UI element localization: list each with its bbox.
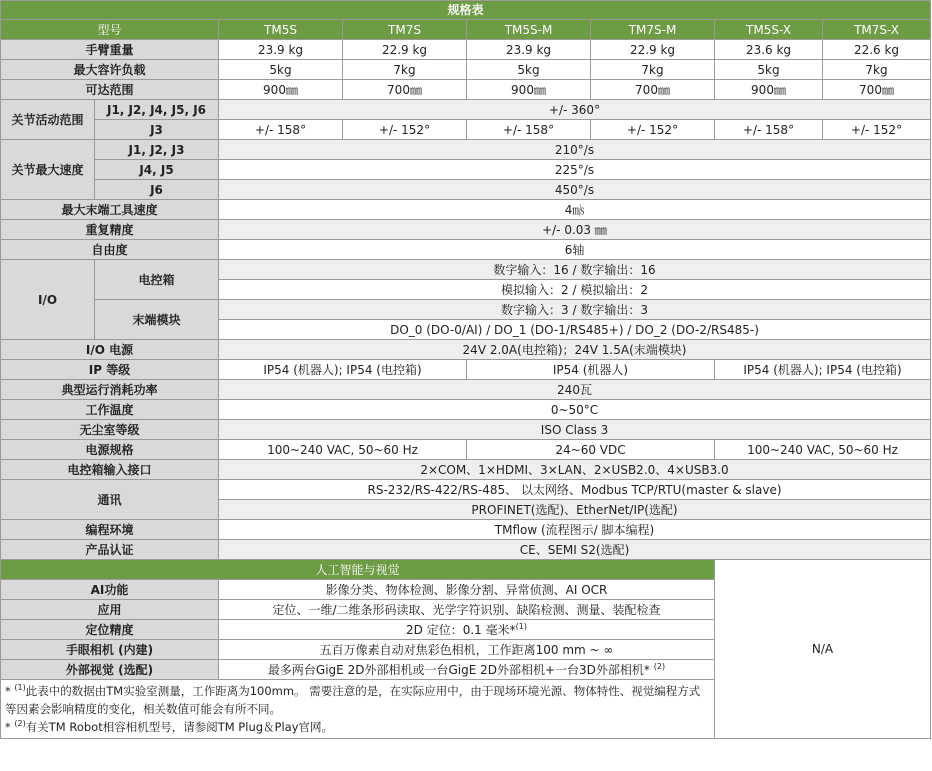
cell: 模拟输入：2 / 模拟输出：2	[219, 280, 931, 300]
cell: ISO Class 3	[219, 420, 931, 440]
model-header: TM7S	[343, 20, 467, 40]
cell: 100~240 VAC, 50~60 Hz	[715, 440, 931, 460]
footnotes	[1, 680, 715, 739]
footnote-ref: (2)	[14, 719, 26, 729]
row-label: 重复精度	[1, 220, 219, 240]
row-label: I/O	[1, 260, 95, 340]
model-header: TM5S-X	[715, 20, 823, 40]
cell: 24~60 VDC	[467, 440, 715, 460]
table-title: 规格表	[1, 1, 931, 20]
table-row	[1, 540, 931, 560]
cell: +/- 158°	[467, 120, 591, 140]
row-label: AI功能	[1, 580, 219, 600]
row-label: 工作温度	[1, 400, 219, 420]
sub-label: J3	[95, 120, 219, 140]
table-row	[1, 140, 931, 160]
row-label: 最大容许负载	[1, 60, 219, 80]
cell: PROFINET(选配)、EtherNet/IP(选配)	[219, 500, 931, 520]
cell: 0~50°C	[219, 400, 931, 420]
cell: +/- 152°	[591, 120, 715, 140]
cell: DO_0 (DO-0/AI) / DO_1 (DO-1/RS485+) / DO_2 (DO-2/RS485-)	[219, 320, 931, 340]
cell: 900㎜	[219, 80, 343, 100]
row-label: 产品认证	[1, 540, 219, 560]
cell: 7kg	[343, 60, 467, 80]
cell: 定位、一维/二维条形码读取、光学字符识别、缺陷检测、测量、装配检查	[219, 600, 715, 620]
row-label: 外部视觉 (选配)	[1, 660, 219, 680]
cell: +/- 0.03 ㎜	[219, 220, 931, 240]
cell: TMflow (流程图示/ 脚本编程)	[219, 520, 931, 540]
cell: 100~240 VAC, 50~60 Hz	[219, 440, 467, 460]
row-label: 关节活动范围	[1, 100, 95, 140]
cell	[219, 620, 715, 640]
cell: 22.9 kg	[591, 40, 715, 60]
cell: 22.6 kg	[823, 40, 931, 60]
row-label: I/O 电源	[1, 340, 219, 360]
table-row	[1, 60, 931, 80]
cell: 5kg	[715, 60, 823, 80]
row-label: 手眼相机 (内建)	[1, 640, 219, 660]
footnote-ref: (2)	[653, 661, 666, 671]
footnote-text: 此表中的数据由TM实验室测量，工作距离为100mm。 需要注意的是，在实际应用中，由于现场环境光源、物体特性、视觉编程方式等因素会影响精度的变化，相关数值可能会有所不同。	[5, 684, 701, 716]
cell: +/- 158°	[219, 120, 343, 140]
table-row	[1, 400, 931, 420]
cell: 7kg	[591, 60, 715, 80]
row-label: 电控箱输入接口	[1, 460, 219, 480]
cell: 700㎜	[591, 80, 715, 100]
external-vision-value: 最多两台GigE 2D外部相机或一台GigE 2D外部相机+一台3D外部相机*	[267, 662, 650, 677]
row-label: 通讯	[1, 480, 219, 520]
cell: 2×COM、1×HDMI、3×LAN、2×USB2.0、4×USB3.0	[219, 460, 931, 480]
row-label: 编程环境	[1, 520, 219, 540]
row-label: 自由度	[1, 240, 219, 260]
table-row	[1, 420, 931, 440]
table-row	[1, 520, 931, 540]
cell: 5kg	[467, 60, 591, 80]
sub-label: J1, J2, J3	[95, 140, 219, 160]
footnote-1	[5, 682, 710, 718]
table-row	[1, 260, 931, 280]
table-row	[1, 340, 931, 360]
cell: 210°/s	[219, 140, 931, 160]
accuracy-value: 2D 定位：0.1 毫米*	[406, 622, 516, 637]
row-label: 电源规格	[1, 440, 219, 460]
cell: 五百万像素自动对焦彩色相机，工作距离100 mm ~ ∞	[219, 640, 715, 660]
cell: 7kg	[823, 60, 931, 80]
table-row	[1, 120, 931, 140]
row-label: 手臂重量	[1, 40, 219, 60]
table-row	[1, 480, 931, 500]
cell	[219, 660, 715, 680]
footnote-marker: *	[5, 720, 11, 734]
model-header: TM5S	[219, 20, 343, 40]
table-row	[1, 380, 931, 400]
cell: 4㎧	[219, 200, 931, 220]
cell: +/- 360°	[219, 100, 931, 120]
table-row	[1, 460, 931, 480]
cell: 数字输入：16 / 数字输出：16	[219, 260, 931, 280]
row-label: 可达范围	[1, 80, 219, 100]
ai-section-title: 人工智能与视觉	[1, 560, 715, 580]
model-header: TM7S-M	[591, 20, 715, 40]
table-row	[1, 240, 931, 260]
table-row	[1, 360, 931, 380]
cell: 影像分类、物体检测、影像分割、异常侦测、AI OCR	[219, 580, 715, 600]
cell: IP54 (机器人); IP54 (电控箱)	[219, 360, 467, 380]
table-row	[1, 200, 931, 220]
table-row	[1, 180, 931, 200]
na-cell: N/A	[715, 560, 931, 739]
footnote-text: 有关TM Robot相容相机型号，请参阅TM Plug＆Play官网。	[25, 720, 334, 734]
row-label: 最大末端工具速度	[1, 200, 219, 220]
cell: 5kg	[219, 60, 343, 80]
cell: RS-232/RS-422/RS-485、 以太网络、Modbus TCP/RTU(master & slave)	[219, 480, 931, 500]
cell: 数字输入：3 / 数字输出：3	[219, 300, 931, 320]
row-label: 应用	[1, 600, 219, 620]
row-label: IP 等级	[1, 360, 219, 380]
footnote-marker: *	[5, 684, 11, 698]
table-row	[1, 300, 931, 320]
cell: +/- 152°	[823, 120, 931, 140]
sub-label: J1, J2, J4, J5, J6	[95, 100, 219, 120]
cell: CE、SEMI S2(选配)	[219, 540, 931, 560]
row-label: 典型运行消耗功率	[1, 380, 219, 400]
sub-label: J6	[95, 180, 219, 200]
model-header-label: 型号	[1, 20, 219, 40]
cell: IP54 (机器人); IP54 (电控箱)	[715, 360, 931, 380]
cell: +/- 152°	[343, 120, 467, 140]
cell: 900㎜	[715, 80, 823, 100]
row-label: 关节最大速度	[1, 140, 95, 200]
cell: 700㎜	[823, 80, 931, 100]
cell: 700㎜	[343, 80, 467, 100]
cell: 23.9 kg	[467, 40, 591, 60]
model-header: TM7S-X	[823, 20, 931, 40]
cell: 900㎜	[467, 80, 591, 100]
table-row	[1, 160, 931, 180]
model-header: TM5S-M	[467, 20, 591, 40]
footnote-ref: (1)	[515, 621, 527, 631]
table-row	[1, 560, 931, 580]
cell: IP54 (机器人)	[467, 360, 715, 380]
row-label: 无尘室等级	[1, 420, 219, 440]
cell: 24V 2.0A(电控箱)；24V 1.5A(末端模块)	[219, 340, 931, 360]
table-row	[1, 40, 931, 60]
sub-label: 末端模块	[95, 300, 219, 340]
sub-label: 电控箱	[95, 260, 219, 300]
row-label: 定位精度	[1, 620, 219, 640]
cell: 240瓦	[219, 380, 931, 400]
table-row	[1, 220, 931, 240]
cell: 23.6 kg	[715, 40, 823, 60]
cell: 450°/s	[219, 180, 931, 200]
cell: 225°/s	[219, 160, 931, 180]
cell: 6轴	[219, 240, 931, 260]
footnote-2	[5, 718, 710, 736]
table-row	[1, 440, 931, 460]
table-row	[1, 100, 931, 120]
cell: 22.9 kg	[343, 40, 467, 60]
cell: +/- 158°	[715, 120, 823, 140]
footnote-ref: (1)	[14, 683, 26, 693]
table-row	[1, 80, 931, 100]
sub-label: J4, J5	[95, 160, 219, 180]
cell: 23.9 kg	[219, 40, 343, 60]
